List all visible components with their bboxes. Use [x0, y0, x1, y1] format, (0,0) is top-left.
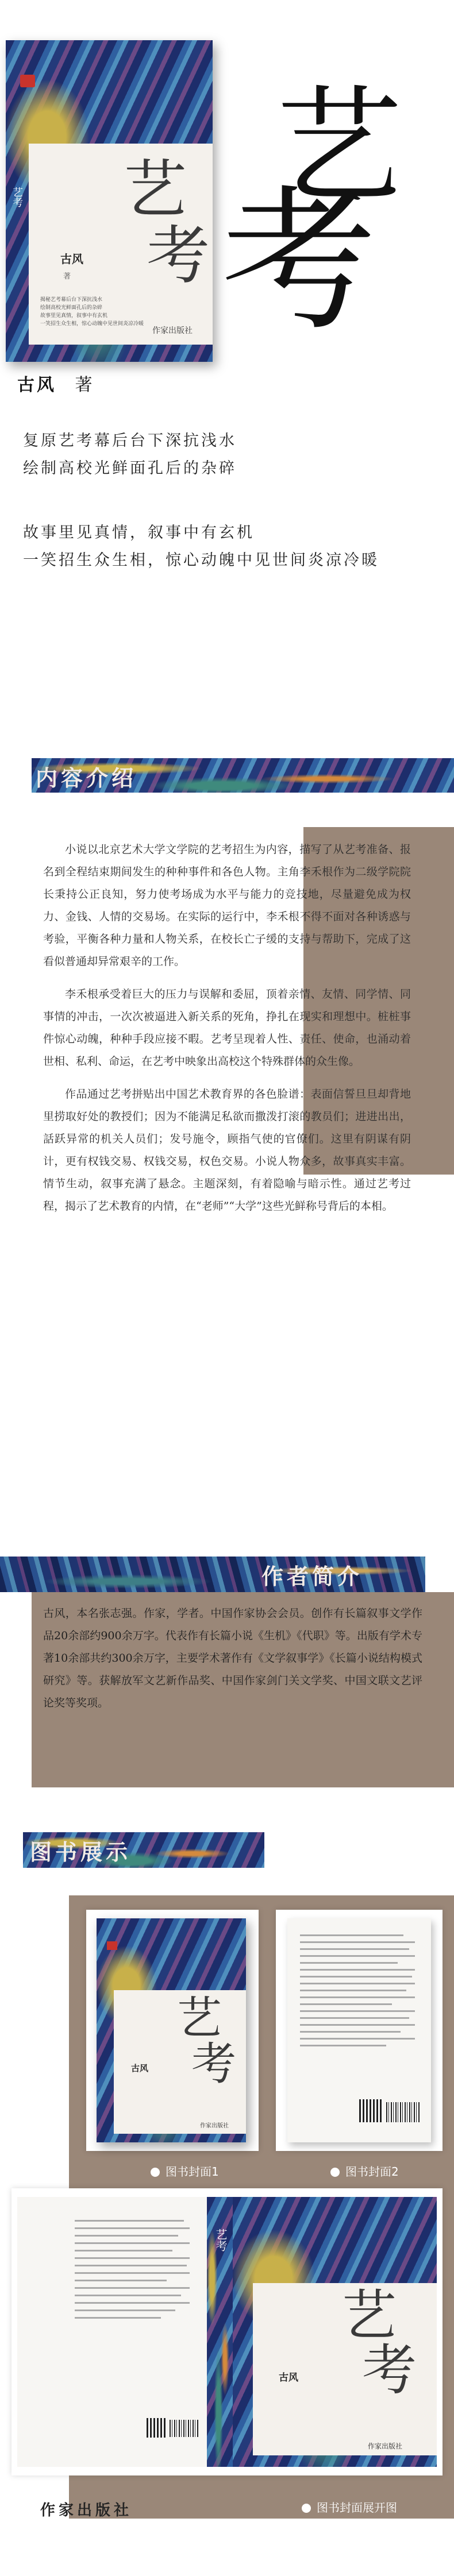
spread-back [17, 2197, 207, 2467]
back-text-line [75, 2287, 190, 2289]
intro-paragraph: 作品通过艺考拼贴出中国艺术教育界的各色脸谱：表面信誓旦旦却背地里捞取好处的教授们；因为不能满足私欲而撒泼打滚的教员们；进进出出，話跃异常的机关人员们；发号施令，顾指气使的官僚们。这里有阴谋有阴计，更有权钱交易、权钱交易，权色交易。小说人物众多，故事真实丰富。情节生动，叙事充满了悬念。主题深刻，有着隐喻与暗示性。通过艺考过程，揭示了艺术教育的内情，在“老师”“大学”这些光鲜称号背后的本相。 [43, 1088, 411, 1212]
back-text-line [300, 1976, 412, 1978]
hero-author-suffix: 著 [75, 375, 95, 395]
hero-author-name: 古风 [17, 375, 56, 395]
back-text-line [75, 2295, 181, 2296]
slogan-block [23, 428, 437, 483]
back-text-line [300, 2017, 409, 2019]
gallery-cover-1-publisher: 作家出版社 [200, 2123, 229, 2129]
gallery-heading: 图书展示 [30, 1839, 132, 1865]
back-text-line [75, 2250, 172, 2251]
cover-blurb-line: 绘制高校光鲜面孔后的杂碎 [40, 305, 103, 311]
back-text-line [75, 2227, 190, 2229]
cover-author: 古风 [60, 252, 83, 266]
slogan-line-4: 一笑招生众生相，惊心动魄中见世间炎凉冷暖 [23, 551, 379, 569]
caption-label: 图书封面1 [166, 2165, 219, 2179]
barcode-icon [386, 2102, 420, 2122]
caption-dot-icon [330, 2168, 340, 2177]
caption-dot-icon [151, 2168, 160, 2177]
spread-front-yi: 艺 [342, 2284, 398, 2347]
intro-paragraph: 李禾根承受着巨大的压力与误解和委屈，顶着亲情、友情、同学情、同事情的冲击，一次次被逼进入新关系的死角，挣扎在现实和理想中。桩桩事件惊心动魄，种种手段应接不暇。艺考呈现着人性、责任、使命，也涌动着世相、私利、命运，在艺考中映象出高校这个特殊群体的众生像。 [43, 988, 411, 1068]
intro-paragraph: 小说以北京艺术大学文学院的艺考招生为内容，描写了从艺考准备、报名到全程结束期间发生的种种事件和各色人物。主角李禾根作为二级学院院长秉持公正良知，努力使考场成为水平与能力的竞技地，尽量避免成为权力、金钱、人情的交易场。在实际的运行中，李禾根不得不面对各种诱惑与考验，平衡各种力量和人物关系，在校长亡子缓的支持与帮助下，完成了这看似普通却异常艰辛的工作。 [43, 843, 411, 968]
back-text-line [300, 2031, 401, 2033]
slogan-block-2 [23, 520, 437, 575]
gallery-cover-1-yi: 艺 [177, 1992, 224, 2044]
gallery-caption-2 [330, 2162, 399, 2179]
back-text-line [300, 1934, 403, 1936]
hero-author [17, 370, 94, 396]
back-text-line [75, 2265, 187, 2266]
spread-front-kao: 考 [362, 2339, 418, 2402]
spread-spine-title: 艺考 [214, 2229, 228, 2251]
back-text-line [300, 1948, 409, 1950]
back-text-line [300, 2045, 386, 2046]
qr-code-icon [359, 2099, 382, 2122]
barcode-icon [170, 2420, 198, 2437]
spread-back-text [75, 2220, 190, 2324]
back-text-line [75, 2309, 175, 2311]
hero-big-title-yi: 艺 [276, 73, 404, 220]
back-text-line [300, 1955, 415, 1957]
back-text-line [75, 2280, 167, 2281]
gallery-card-2 [276, 1910, 443, 2151]
back-text-line [300, 1990, 406, 1991]
author-heading: 作者简介 [261, 1563, 363, 1589]
back-text-line [300, 1962, 398, 1964]
gallery-caption-3 [302, 2498, 397, 2515]
hero-book-cover [6, 40, 213, 362]
gallery-back-cover [287, 1918, 431, 2142]
back-text-line [300, 2003, 392, 2005]
back-text-line [75, 2242, 190, 2244]
back-text-line [300, 1941, 415, 1943]
back-text-line [75, 2317, 161, 2319]
qr-code-icon [147, 2418, 166, 2438]
gallery-cover-1 [97, 1918, 246, 2142]
hero-big-title-kao: 考 [221, 171, 378, 352]
back-publisher-logo: 作家出版社 [40, 2502, 133, 2519]
caption-label: 图书封面展开图 [317, 2501, 397, 2515]
gallery-cover-1-seal [107, 1941, 117, 1950]
cover-blurb [40, 296, 149, 328]
intro-body [43, 839, 411, 1228]
back-text-line [75, 2302, 190, 2304]
hero-section [0, 0, 454, 402]
gallery-card-3 [11, 2188, 443, 2475]
author-paragraph: 古风，本名张志强。作家，学者。中国作家协会会员。创作有长篇叙事文学作品20余部约900余万字。代表作有长篇小说《生机》《代职》等。出版有学术专著10余部共约300余万字，主要学术著作有《文学叙事学》《长篇小说结构模式研究》等。获解放军文艺新作品奖、中国作家剑门关文学奖、中国文联文艺评论奖等奖项。 [43, 1607, 422, 1709]
back-text-line [75, 2257, 190, 2259]
cover-red-seal [20, 75, 35, 87]
cover-blurb-line: 揭秘艺考幕后台下深抗浅水 [40, 297, 103, 303]
back-text-line [300, 2010, 415, 2012]
back-cover-text-block [300, 1934, 415, 2052]
intro-heading: 内容介绍 [36, 765, 137, 791]
slogan-line-3: 故事里见真情，叙事中有玄机 [23, 524, 255, 542]
slogan-line-2: 绘制高校光鲜面孔后的杂碎 [23, 459, 237, 477]
spread-front [233, 2197, 437, 2467]
back-text-line [300, 1969, 415, 1971]
cover-blurb-line: 故事里见真情，叙事中有玄机 [40, 313, 108, 319]
caption-label: 图书封面2 [345, 2165, 399, 2179]
gallery-cover-1-kao: 考 [191, 2038, 238, 2090]
spread-front-publisher: 作家出版社 [368, 2442, 403, 2450]
back-text-line [300, 2038, 415, 2040]
back-text-line [75, 2235, 178, 2237]
cover-spine-title: 艺考 [11, 187, 23, 207]
caption-dot-icon [302, 2504, 311, 2513]
gallery-cover-1-author: 古风 [131, 2063, 149, 2073]
cover-author-suffix: 著 [63, 272, 71, 281]
gallery-card-1 [86, 1910, 259, 2151]
gallery-caption-1 [151, 2162, 219, 2179]
slogan-line-1: 复原艺考幕后台下深抗浅水 [23, 432, 237, 450]
back-text-line [300, 1996, 415, 1998]
spread-spine [207, 2197, 233, 2467]
cover-title-yi: 艺 [124, 153, 188, 226]
back-text-line [75, 2220, 184, 2222]
author-body [43, 1602, 422, 1725]
cover-publisher: 作家出版社 [152, 326, 193, 335]
back-text-line [75, 2272, 190, 2274]
cover-blurb-line: 一笑招生众生相，惊心动魄中见世间炎凉冷暖 [40, 321, 144, 327]
back-text-line [300, 1983, 415, 1984]
spread-front-author: 古风 [279, 2372, 298, 2384]
cover-title-kao: 考 [147, 219, 211, 292]
back-text-line [300, 2024, 415, 2026]
